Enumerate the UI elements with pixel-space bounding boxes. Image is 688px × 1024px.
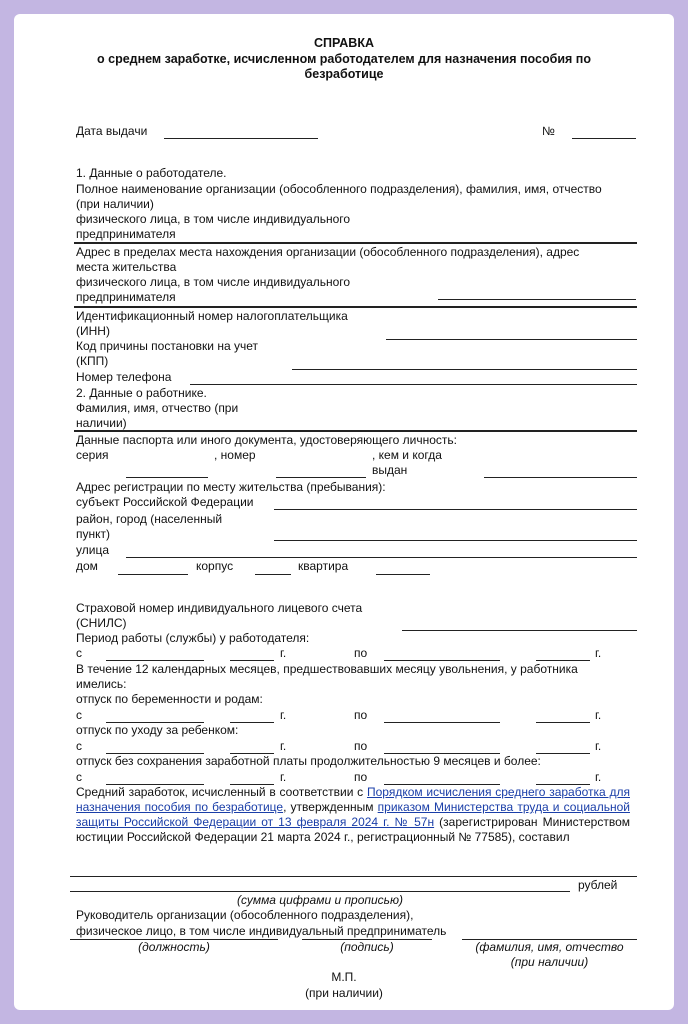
position-hint: (должность) xyxy=(138,940,210,954)
snils-field[interactable] xyxy=(402,630,637,631)
inn-field[interactable] xyxy=(386,339,637,340)
unpaid-from-year-label: г. xyxy=(280,770,287,784)
average-text-1: Средний заработок, исчисленный в соответствии с xyxy=(76,785,367,799)
passport-label: Данные паспорта или иного документа, удостоверяющего личность: xyxy=(76,433,457,447)
employer-address-field-top[interactable] xyxy=(438,299,636,300)
issue-date-field[interactable] xyxy=(164,138,318,139)
head-label-2: физическое лицо, в том числе индивидуальный предприниматель xyxy=(76,924,447,938)
issue-number-label: № xyxy=(542,124,555,138)
maternity-label: отпуск по беременности и родам: xyxy=(76,692,263,706)
passport-number-label: , номер xyxy=(214,448,256,462)
passport-series-field[interactable] xyxy=(126,477,208,478)
work-period-from-year-label: г. xyxy=(280,646,287,660)
maternity-to-year-label: г. xyxy=(595,708,602,722)
inn-label-2: (ИНН) xyxy=(76,324,110,338)
building-field[interactable] xyxy=(255,574,291,575)
average-text-2: , утвержденным xyxy=(283,800,378,814)
procedure-link[interactable]: Порядком исчисления среднего заработка для назначения пособия по безработице xyxy=(76,785,630,814)
employer-address-label-3: физического лица, в том числе индивидуального xyxy=(76,275,351,289)
snils-label-2: (СНИЛС) xyxy=(76,616,127,630)
unpaid-to-year-label: г. xyxy=(595,770,602,784)
apartment-label: квартира xyxy=(298,559,349,573)
subject-field[interactable] xyxy=(274,509,637,510)
passport-issued-field[interactable] xyxy=(484,477,637,478)
sign-hint: (подпись) xyxy=(340,940,394,954)
work-period-label: Период работы (службы) у работодателя: xyxy=(76,631,310,645)
work-period-to-day[interactable] xyxy=(384,660,500,661)
passport-series-label: серия xyxy=(76,448,109,462)
average-text-3: (зарегистрирован Министерством юстиции Российской Федерации 21 марта 2024 г., регистрационный № 77585), составил xyxy=(76,815,630,844)
employer-address-label: Адрес в пределах места нахождения организации (обособленного подразделения), адрес xyxy=(76,245,580,259)
months-note: В течение 12 календарных месяцев, предшествовавших месяцу увольнения, у работника xyxy=(76,662,578,676)
street-field[interactable] xyxy=(126,557,637,558)
work-period-to-label: по xyxy=(354,646,368,660)
subject-label: субъект Российской Федерации xyxy=(76,495,254,509)
district-field[interactable] xyxy=(274,540,637,541)
employee-fio-label-2: наличии) xyxy=(76,416,127,430)
childcare-from-year-label: г. xyxy=(280,739,287,753)
passport-issued-label: , кем и когда xyxy=(372,448,442,462)
document-title: СПРАВКА xyxy=(314,36,374,50)
issue-number-field[interactable] xyxy=(572,138,636,139)
childcare-label: отпуск по уходу за ребенком: xyxy=(76,723,239,737)
work-period-to-year-label: г. xyxy=(595,646,602,660)
employee-section-title: 2. Данные о работнике. xyxy=(76,386,207,400)
employer-name-label-2: (при наличии) xyxy=(76,197,154,211)
employer-section-title: 1. Данные о работодателе. xyxy=(76,166,227,180)
house-label: дом xyxy=(76,559,98,573)
work-period-from-label: с xyxy=(76,646,82,660)
passport-issued-label-2: выдан xyxy=(372,463,408,477)
work-period-from-year[interactable] xyxy=(230,660,274,661)
snils-label: Страховой номер индивидуального лицевого счета xyxy=(76,601,363,615)
street-label: улица xyxy=(76,543,109,557)
maternity-from-label: с xyxy=(76,708,82,722)
kpp-label-2: (КПП) xyxy=(76,354,109,368)
employee-fio-field[interactable] xyxy=(74,430,637,432)
childcare-from-label: с xyxy=(76,739,82,753)
sum-field-top[interactable] xyxy=(70,876,637,877)
employee-fio-label: Фамилия, имя, отчество (при xyxy=(76,401,239,415)
maternity-from-year-label: г. xyxy=(280,708,287,722)
unpaid-from-label: с xyxy=(76,770,82,784)
district-label: район, город (населенный xyxy=(76,512,223,526)
order-link[interactable]: приказом Министерства труда и социальной защиты Российской Федерации от 13 февраля 2024 г. № 57н xyxy=(76,800,630,829)
passport-number-field[interactable] xyxy=(276,477,366,478)
childcare-to-year-label: г. xyxy=(595,739,602,753)
childcare-to-label: по xyxy=(354,739,368,753)
fio-hint: (фамилия, имя, отчество xyxy=(475,940,624,954)
house-field[interactable] xyxy=(118,574,188,575)
apartment-field[interactable] xyxy=(376,574,430,575)
work-period-from-day[interactable] xyxy=(106,660,204,661)
employer-name-field[interactable] xyxy=(74,242,637,244)
maternity-to-year[interactable] xyxy=(536,722,590,723)
months-note-2: имелись: xyxy=(76,677,127,691)
unpaid-to-label: по xyxy=(354,770,368,784)
maternity-to-day[interactable] xyxy=(384,722,500,723)
document-page xyxy=(14,14,674,1010)
phone-field[interactable] xyxy=(190,384,637,385)
average-earnings-paragraph xyxy=(76,785,630,845)
stamp-note: (при наличии) xyxy=(305,986,383,1000)
rubles-label: рублей xyxy=(578,878,618,892)
document-subtitle-cont: безработице xyxy=(304,67,384,81)
fio-hint-2: (при наличии) xyxy=(510,955,589,969)
employer-address-field[interactable] xyxy=(74,306,637,308)
kpp-label: Код причины постановки на учет xyxy=(76,339,258,353)
head-label: Руководитель организации (обособленного подразделения), xyxy=(76,908,414,922)
issue-date-label: Дата выдачи xyxy=(76,124,148,138)
inn-label: Идентификационный номер налогоплательщика xyxy=(76,309,348,323)
sum-hint: (сумма цифрами и прописью) xyxy=(236,893,404,907)
employer-address-label-2: места жительства xyxy=(76,260,177,274)
sum-field[interactable] xyxy=(70,891,570,892)
work-period-to-year[interactable] xyxy=(536,660,590,661)
document-subtitle: о среднем заработке, исчисленном работодателем для назначения пособия по xyxy=(97,52,591,66)
phone-label: Номер телефона xyxy=(76,370,172,384)
stamp-label: М.П. xyxy=(331,970,357,984)
childcare-to-year[interactable] xyxy=(536,753,590,754)
employer-address-label-4: предпринимателя xyxy=(76,290,176,304)
unpaid-leave-label: отпуск без сохранения заработной платы продолжительностью 9 месяцев и более: xyxy=(76,754,541,768)
employer-name-label-3: физического лица, в том числе индивидуального xyxy=(76,212,351,226)
kpp-field[interactable] xyxy=(292,369,637,370)
employer-name-label-4: предпринимателя xyxy=(76,227,176,241)
registration-address-label: Адрес регистрации по месту жительства (пребывания): xyxy=(76,480,386,494)
district-label-2: пункт) xyxy=(76,527,111,541)
employer-name-label: Полное наименование организации (обособленного подразделения), фамилия, имя, отчество xyxy=(76,182,602,196)
building-label: корпус xyxy=(196,559,234,573)
maternity-to-label: по xyxy=(354,708,368,722)
